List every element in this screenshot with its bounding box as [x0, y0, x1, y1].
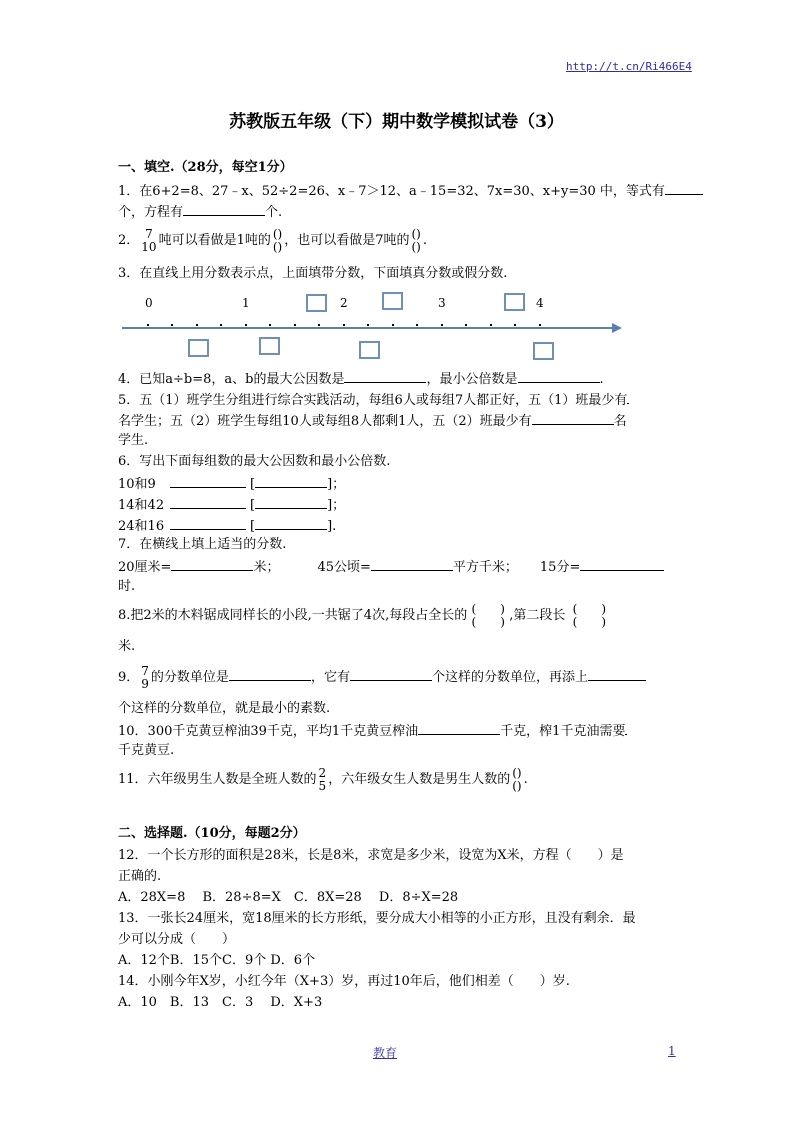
number-line-figure: [120, 288, 622, 360]
q6-lcm-blank-3[interactable]: [255, 517, 327, 530]
q13-options: A．12个B．15个C．9个 D．6个: [118, 953, 316, 968]
q11-line: 11．六年级男生人数是全班人数的 2 5 ，六年级女生人数是男生人数的 () () .: [118, 765, 528, 793]
q3-line: 3．在直线上用分数表示点，上面填带分数，下面填真分数或假分数.: [118, 266, 508, 281]
q5-blank-2[interactable]: [532, 412, 614, 425]
q6-lcm-blank-1[interactable]: [255, 475, 327, 488]
number-line-label-2: 2: [340, 296, 348, 310]
q11-fraction: 2 5: [318, 765, 327, 793]
q8-line-end: 米.: [118, 639, 136, 654]
q6-gcd-blank-2[interactable]: [170, 496, 246, 509]
page-number: 1: [668, 1044, 676, 1058]
q1-line1: 1．在6+2=8、27﹣x、52÷2=26、x﹣7＞12、a﹣15=32、7x=30、x+y=30 中，等式有: [118, 182, 703, 200]
q4-blank-1[interactable]: [344, 370, 426, 383]
q9-blank-1[interactable]: [229, 668, 311, 681]
q5-blank-1[interactable]: [627, 391, 629, 404]
q4-line: 4．已知a÷b=8，a、b的最大公因数是 ，最小公倍数是 .: [118, 372, 604, 387]
q13-line2: 少可以分成（ ）: [118, 932, 236, 947]
q2-line: 2． 7 10 吨可以看做是1吨的 () () ，也可以看做是7吨的 () () .: [118, 226, 428, 254]
q9-line1: 9． 7 9 的分数单位是 ，它有 个这样的分数单位，再添上: [118, 662, 646, 694]
section1-heading: 一、填空.（28分，每空1分）: [118, 160, 293, 175]
answer-box-bottom-4[interactable]: [533, 342, 554, 360]
q10-line1: 10．300千克黄豆榨油39千克，平均1千克黄豆榨油 千克，榨1千克油需要: [118, 724, 626, 739]
q13-line1: 13．一张长24厘米，宽18厘米的长方形纸，要分成大小相等的小正方形，且没有剩余．最: [118, 911, 636, 926]
q14-line1: 14．小刚今年X岁，小红今年（X+3）岁，再过10年后，他们相差（ ）岁.: [118, 974, 570, 989]
q6-line: 6．写出下面每组数的最大公因数和最小公倍数.: [118, 454, 391, 469]
q7-blank-2[interactable]: [371, 558, 453, 571]
q11-blank-fraction[interactable]: () (): [512, 765, 522, 793]
answer-box-bottom-2[interactable]: [259, 337, 280, 355]
answer-box-bottom-1[interactable]: [188, 339, 209, 357]
answer-box-bottom-3[interactable]: [359, 341, 380, 359]
q14-options: A．10 B．13 C．3 D．X+3: [118, 995, 323, 1010]
q1-line2: 个，方程有 个.: [118, 205, 283, 220]
q4-blank-2[interactable]: [518, 370, 600, 383]
number-line-label-4: 4: [536, 296, 544, 310]
footer-link[interactable]: 教育: [373, 1046, 398, 1060]
q2-blank-fraction-2[interactable]: () (): [411, 226, 421, 254]
q2-fraction: 7 10: [141, 226, 157, 254]
q12-line2: 正确的.: [118, 869, 162, 884]
q12-line1: 12．一个长方形的面积是28米，长是8米，求宽是多少米，设宽为X米，方程（ ）是: [118, 848, 624, 863]
q12-options: A．28X=8 B．28÷8=X C．8X=28 D．8÷X=28: [118, 890, 459, 905]
q6-row-3: 24和16 [ ].: [118, 519, 337, 534]
q7-line: 7．在横线上填上适当的分数.: [118, 537, 287, 552]
section2-heading: 二、选择题.（10分，每题2分）: [118, 826, 306, 841]
q9-blank-2[interactable]: [350, 668, 432, 681]
q5-line3: 学生.: [118, 433, 149, 448]
answer-box-top-3[interactable]: [504, 293, 525, 311]
page-title: 苏教版五年级（下）期中数学模拟试卷（3）: [229, 112, 564, 132]
answer-box-top-1[interactable]: [306, 294, 327, 312]
q8-blank-fraction-2[interactable]: ( ) ( ): [572, 601, 607, 629]
q9-blank-3[interactable]: [588, 668, 646, 681]
q10-blank-2[interactable]: [625, 722, 627, 735]
q1-blank-2[interactable]: [183, 203, 265, 216]
q6-row-2: 14和42 [ ]；: [118, 498, 346, 513]
q9-line2: 个这样的分数单位，就是最小的素数.: [118, 701, 331, 716]
q10-line2: 千克黄豆.: [118, 743, 175, 758]
q8-line: 8.把2米的木料锯成同样长的小段,一共锯了4次,每段占全长的 ( ) ( ) ,第二段长 ( ) ( ): [118, 598, 613, 634]
q6-gcd-blank-1[interactable]: [170, 475, 246, 488]
number-line-label-3: 3: [438, 296, 446, 310]
q5-line1: 5．五（1）班学生分组进行综合实践活动，每组6人或每组7人都正好，五（1）班最少有: [118, 393, 628, 408]
q10-blank-1[interactable]: [418, 722, 500, 735]
number-line-label-0: 0: [145, 296, 153, 310]
q9-fraction: 7 9: [141, 663, 149, 691]
q2-blank-fraction-1[interactable]: () (): [272, 226, 283, 254]
q1-blank-1[interactable]: [665, 182, 703, 195]
q6-lcm-blank-2[interactable]: [255, 496, 327, 509]
q7-row-end: 时.: [118, 579, 136, 594]
q8-blank-fraction-1[interactable]: ( ) ( ): [471, 601, 505, 629]
q7-row: 20厘米= 米； 45公顷= 平方千米； 15分=: [118, 558, 664, 576]
q7-blank-1[interactable]: [171, 558, 253, 571]
q5-line2: 名学生；五（2）班学生每组10人或每组8人都剩1人，五（2）班最少有 名: [118, 414, 627, 429]
q6-gcd-blank-3[interactable]: [170, 517, 246, 530]
q7-blank-3[interactable]: [580, 558, 664, 571]
q6-row-1: 10和9 [ ]；: [118, 477, 346, 492]
answer-box-top-2[interactable]: [382, 292, 403, 310]
header-link[interactable]: http://t.cn/Ri466E4: [566, 60, 692, 73]
number-line-label-1: 1: [242, 296, 250, 310]
